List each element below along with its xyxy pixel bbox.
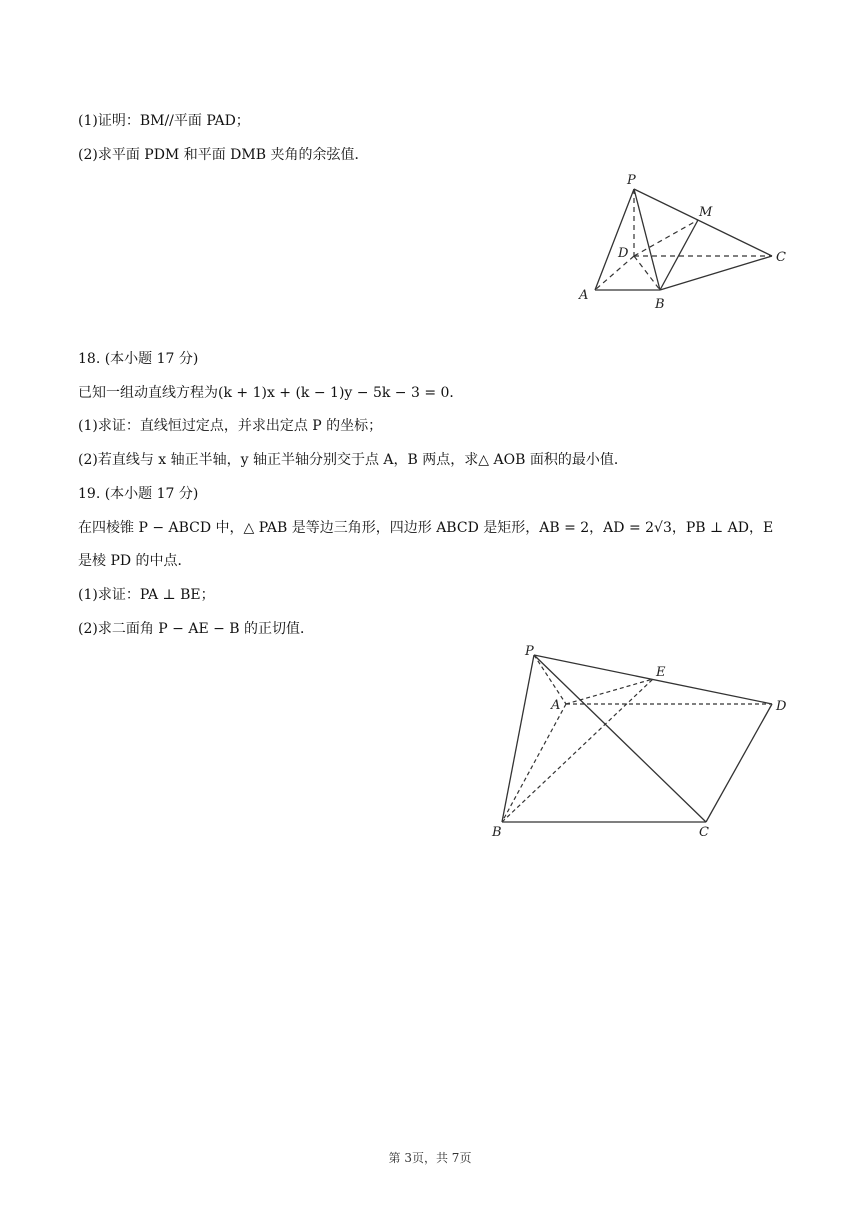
edge-PC	[534, 655, 706, 822]
edge-CD	[706, 704, 772, 822]
q19-stem-line2: 是棱 PD 的中点．	[78, 553, 192, 569]
label-B: B	[492, 825, 502, 840]
edge-PD	[534, 655, 772, 704]
q18-part1: (1)求证：直线恒过定点，并求出定点 P 的坐标；	[78, 418, 383, 434]
q18-part2: (2)若直线与 x 轴正半轴，y 轴正半轴分别交于点 A，B 两点，求△ AOB 面积的最小值．	[78, 452, 628, 468]
label-D: D	[618, 246, 629, 261]
edge-PB	[634, 189, 660, 290]
q19-stem-line1: 在四棱锥 P − ABCD 中，△ PAB 是等边三角形，四边形 ABCD 是矩形，AB = 2，AD = 2√3，PB ⊥ AD，E	[78, 520, 774, 536]
label-D: D	[776, 699, 787, 714]
edge-PA	[595, 189, 634, 290]
edge-BC	[660, 256, 772, 290]
q19-pyramid-figure	[485, 635, 795, 845]
q18-header: 18. (本小题 17 分)	[78, 351, 199, 367]
label-E: E	[656, 665, 666, 680]
edge-PA	[534, 655, 566, 704]
edge-AB	[502, 704, 566, 822]
label-C: C	[699, 825, 709, 840]
label-P: P	[525, 644, 534, 659]
label-M: M	[699, 205, 713, 220]
q19-part2: (2)求二面角 P − AE − B 的正切值．	[78, 621, 315, 637]
page-footer: 第 3页，共 7页	[388, 1151, 472, 1165]
q17-part2: (2)求平面 PDM 和平面 DMB 夹角的余弦值．	[78, 147, 369, 163]
label-B: B	[655, 297, 665, 312]
label-A: A	[551, 698, 561, 713]
q17-pyramid-figure	[560, 165, 800, 315]
edge-BM	[660, 220, 698, 290]
edge-DA	[595, 256, 634, 290]
edge-PC	[634, 189, 772, 256]
q19-part1: (1)求证：PA ⊥ BE；	[78, 587, 215, 603]
label-P: P	[627, 173, 636, 188]
label-A: A	[579, 288, 589, 303]
q19-header: 19. (本小题 17 分)	[78, 486, 199, 502]
q17-part1: (1)证明：BM//平面 PAD；	[78, 113, 250, 129]
label-C: C	[776, 250, 786, 265]
q18-stem: 已知一组动直线方程为(k + 1)x + (k − 1)y − 5k − 3 = 0．	[78, 385, 464, 401]
